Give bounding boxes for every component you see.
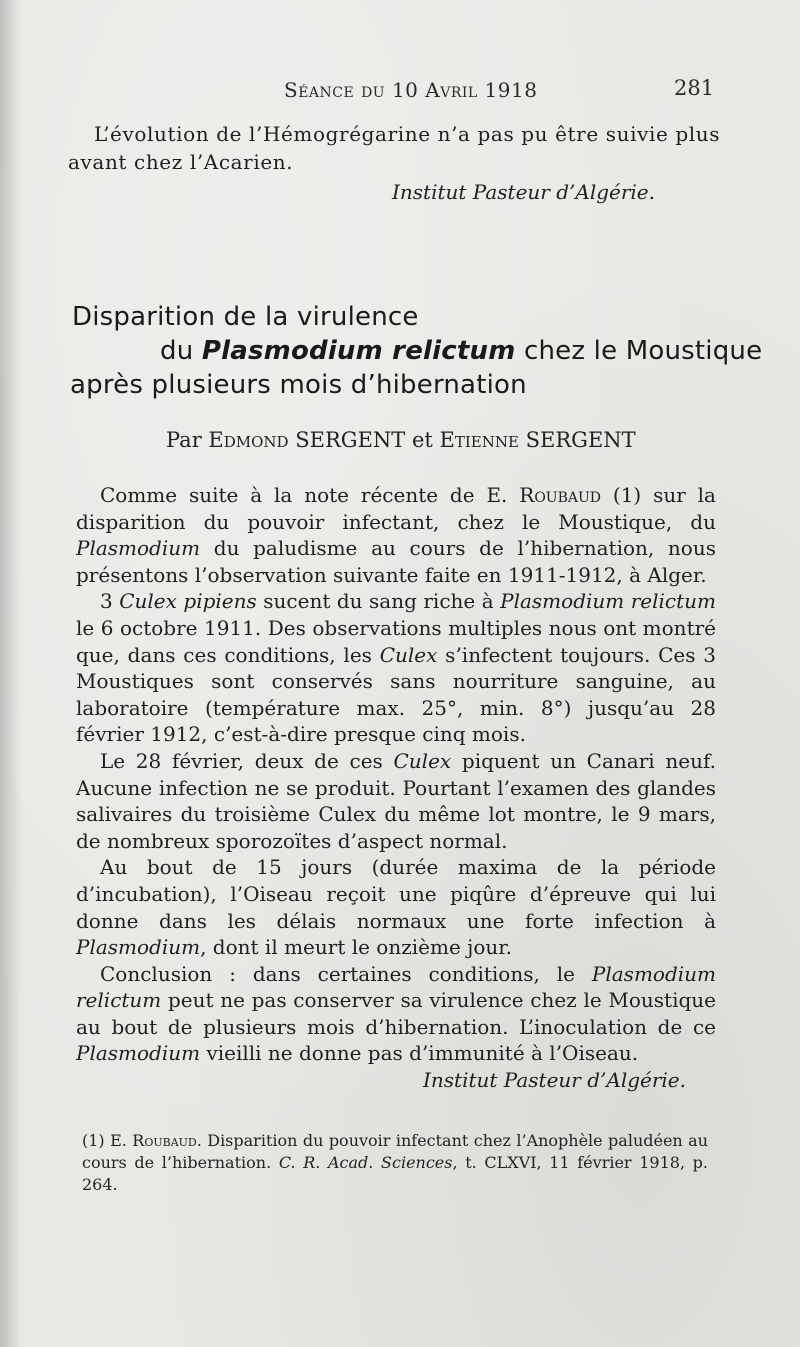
footnote: (1) E. Roubaud. Disparition du pouvoir infectant chez l’Anophèle paludéen au cours de l’hibernation. C. R. Acad. Sciences, t. CLXVI, 11 février 1918, p. 264. xyxy=(82,1131,709,1194)
byline-and: et xyxy=(411,428,433,452)
article-signature: Institut Pasteur d’Algérie. xyxy=(423,1068,686,1093)
previous-signature: Institut Pasteur d’Algérie. xyxy=(392,180,655,204)
byline xyxy=(166,428,636,452)
byline-prefix: Par xyxy=(166,428,209,452)
title-chez: chez le Moustique xyxy=(515,336,763,366)
author2-last-name: SERGENT xyxy=(525,428,636,452)
paragraph-4: Au bout de 15 jours (durée maxima de la période d’incubation), l’Oiseau reçoit une piqûre d’épreuve qui lui donne dans les délais normaux une forte infection à Plasmodium, dont il meurt le onzième jour. xyxy=(76,855,716,960)
title-du: du xyxy=(160,336,202,366)
running-head xyxy=(284,78,537,102)
running-head-session: Séance du xyxy=(284,78,392,102)
previous-text-line-2: avant chez l’Acarien. xyxy=(68,150,294,174)
binding-shadow xyxy=(0,0,22,1347)
footnote-author: Roubaud xyxy=(132,1131,197,1150)
article-body xyxy=(76,482,716,1094)
footnote-journal: C. R. Acad. Sciences xyxy=(278,1153,453,1172)
running-head-date: 10 Avril 1918 xyxy=(391,78,538,102)
paragraph-3: Le 28 février, deux de ces Culex piquent un Canari neuf. Aucune infection ne se produit. Pourtant l’examen des glandes salivaires du troisième Culex du même lot montre, le 9 mars, de nombreux sporozoïtes d’aspect normal. xyxy=(76,748,716,853)
paragraph-2: 3 Culex pipiens sucent du sang riche à Plasmodium relictum le 6 octobre 1911. Des observations multiples nous ont montré que, dans ces conditions, les Culex s’infectent toujours. Ces 3 Moustiques sont conservés sans nourriture sanguine, au laboratoire (température max. 25°, min. 8°) jusqu’au 28 février 1912, c’est-à-dire presque cinq mois. xyxy=(76,589,717,747)
author2-first-name: Etienne xyxy=(439,428,519,452)
article-title-line-1: Disparition de la virulence xyxy=(72,302,419,332)
article-title-line-3: après plusieurs mois d’hibernation xyxy=(70,370,527,400)
article-title-line-2 xyxy=(160,336,762,366)
previous-text-line-1: L’évolution de l’Hémogrégarine n’a pas pu être suivie plus xyxy=(94,122,721,146)
author-ref-roubaud: Roubaud xyxy=(519,483,602,507)
author1-first-name: Edmond xyxy=(208,428,289,452)
title-species: Plasmodium relictum xyxy=(201,336,516,366)
author1-last-name: SERGENT xyxy=(295,428,406,452)
paragraph-5: Conclusion : dans certaines conditions, le Plasmodium relictum peut ne pas conserver sa virulence chez le Moustique au bout de plusieurs mois d’hibernation. L’inoculation de ce Plasmodium vieilli ne donne pas d’immunité à l’Oiseau. xyxy=(76,961,716,1066)
page-number: 281 xyxy=(674,76,715,100)
paragraph-1: Comme suite à la note récente de E. Roubaud (1) sur la disparition du pouvoir infectant, chez le Moustique, du Plasmodium du paludisme au cours de l’hibernation, nous présentons l’observation suivante faite en 1911-1912, à Alger. xyxy=(76,483,716,587)
